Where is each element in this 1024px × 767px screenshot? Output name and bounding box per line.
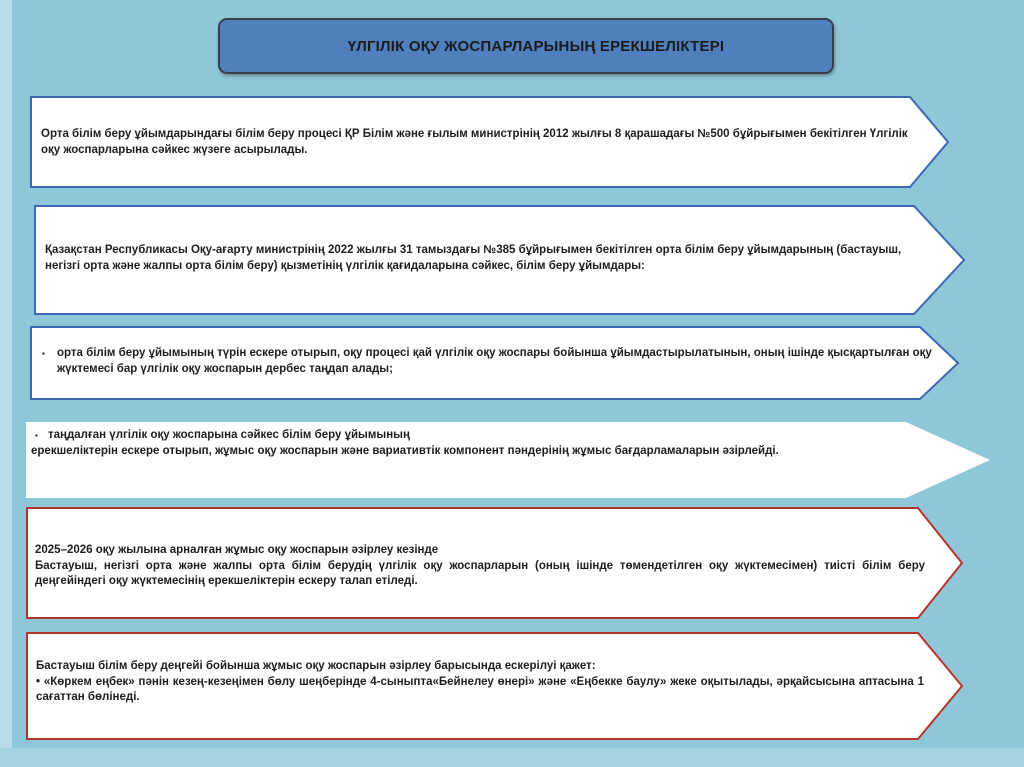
block-3-text: орта білім беру ұйымының түрін ескере отырып, оқу процесі қай үлгілік оқу жоспары бойынша ұйымдастырылатынын, оның ішінде қысқартылған оқу жүктемесі бар үлгілік оқу жоспарын дербес таңдап алады; [57,347,932,375]
bottom-decor-band [0,748,1024,767]
title-banner [218,18,834,74]
square-bullet-icon: ▪ [35,431,38,440]
block-4-line-2: ерекшеліктерін ескере отырып, жұмыс оқу жоспарын және вариативтік компонент пәндерінің жұмыс бағдарламаларын әзірлейді. [31,444,779,457]
info-arrow-block-5 [26,507,964,619]
page-title: ҮЛГІЛІК ОҚУ ЖОСПАРЛАРЫНЫҢ ЕРЕКШЕЛІКТЕРІ [347,37,725,55]
info-arrow-block-1 [30,96,950,188]
block-2-text: Қазақстан Республикасы Оқу-ағарту министрінің 2022 жылғы 31 тамыздағы №385 бұйрығымен бекітілген орта білім беру ұйымдарының (бастауыш, негізгі орта және жалпы орта білім беру) қызметінің үлгілік қағидаларына сәйкес, білім беру ұйымдары: [45,244,902,272]
square-bullet-icon: ▪ [42,349,45,358]
block-5-line-1: 2025–2026 оқу жылына арналған жұмыс оқу жоспарын әзірлеу кезінде [35,544,439,556]
block-1-text: Орта білім беру ұйымдарындағы білім беру процесі ҚР Білім және ғылым министрінің 2012 жылғы 8 қарашадағы №500 бұйрығымен бекітілген Үлгілік оқу жоспарларына сәйкес жүзеге асырылады. [41,128,908,156]
info-arrow-block-6 [26,632,964,740]
left-decor-strip [0,0,12,767]
info-arrow-block-2 [34,205,966,315]
block-5-line-2: Бастауыш, негізгі орта және жалпы орта білім берудің үлгілік оқу жоспарларын (оның ішінде төмендетілген оқу жүктемесімен) тиісті білім беру деңгейіндегі оқу жүктемесінің ерекшеліктерін ескеру талап етіледі. [35,559,925,588]
info-arrow-block-3 [30,326,960,400]
info-arrow-block-4 [26,422,992,498]
block-4-bullet-item [31,428,931,444]
block-4-line-1: таңдалған үлгілік оқу жоспарына сәйкес білім беру ұйымының [48,429,410,441]
block-3-bullet-item [42,346,932,377]
block-6-line-2: • «Көркем еңбек» пәнін кезең-кезеңімен бөлу шеңберінде 4-сыныпта«Бейнелеу өнері» және «Еңбекке баулу» жеке оқытылады, әрқайсысына аптасына 1 сағаттан бөлінеді. [36,675,924,704]
block-6-line-1: Бастауыш білім беру деңгейі бойынша жұмыс оқу жоспарын әзірлеу барысында ескерілуі қажет: [36,660,596,672]
